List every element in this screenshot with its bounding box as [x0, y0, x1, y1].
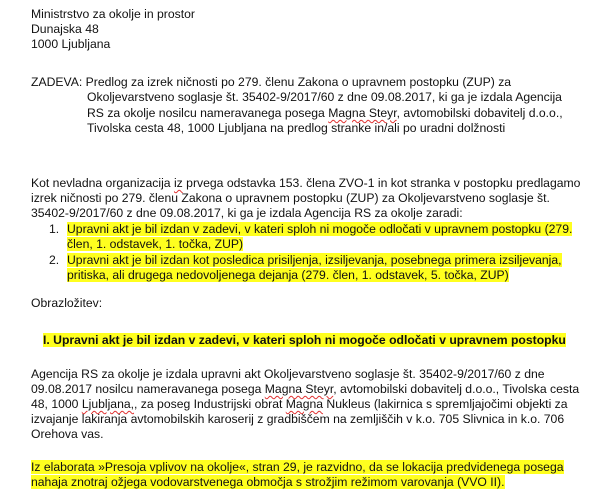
spellcheck-word: Magna Steyr [264, 382, 334, 396]
para1-line-3: 48, 1000 Ljubljana,, za poseg Industrijski obrat Magna Nukleus (lakirnica s spremljajočimi objekti za [31, 397, 568, 411]
intro-line-2: izrek ničnosti po 279. členu Zakona o upravnem postopku (ZUP) za Okoljevarstveno soglasje št. [31, 191, 550, 205]
reasoning-label: Obrazložitev: [31, 296, 103, 310]
para2-line-1: Iz elaborata »Presoja vplivov na okolje«, stran 29, je razvidno, da se lokacija predvidenega posega [31, 460, 564, 474]
subject-line-2: Okoljevarstveno soglasje št. 35402-9/2017/60 z dne 09.08.2017, ki ga je izdala Agencija [87, 90, 562, 104]
para1-line-2: 09.08.2017 nosilcu nameravanega posega Magna Steyr, avtomobilski dobavitelj d.o.o., Tivolska cesta [31, 382, 580, 396]
recipient-city: 1000 Ljubljana [31, 37, 111, 51]
spellcheck-word: Magna [285, 397, 324, 411]
spellcheck-word: iz [173, 176, 183, 190]
para1-line-1: Agencija RS za okolje je izdala upravni akt Okoljevarstveno soglasje št. 35402-9/2017/60 z dne [31, 367, 545, 381]
recipient-street: Dunajska 48 [31, 22, 99, 36]
para2-line-2: nahaja znotraj ožjega vodovarstvenega območja s strožjim režimom varovanja (VVO II). [31, 475, 505, 489]
recipient-name: Ministrstvo za okolje in prostor [31, 7, 195, 21]
subject-text: Predlog za izrek ničnosti po 279. členu Zakona o upravnem postopku (ZUP) za [85, 75, 512, 89]
spellcheck-word: Ljubljana, [81, 397, 135, 411]
intro-line-3: 35402-9/2017/60 z dne 09.08.2017, ki ga je izdala Agencija RS za okolje zaradi: [31, 206, 463, 220]
list-item-cont: člen, 1. odstavek, 1. točka, ZUP) [67, 237, 244, 251]
para1-line-5: Orehova vas. [31, 427, 104, 441]
list-item-number: 1. [49, 222, 60, 236]
intro-line-1: Kot nevladna organizacija iz prvega odstavka 153. člena ZVO-1 in kot stranka v postopku predlagamo [31, 176, 581, 190]
subject-line-4: Tivolska cesta 48, 1000 Ljubljana na predlog stranke in/ali po uradni dolžnosti [87, 121, 506, 135]
subject-label: ZADEVA: [31, 75, 83, 89]
spellcheck-word: Magna Steyr [328, 106, 397, 120]
list-item-cont: pritiska, ali drugega nedovoljenega dejanja (279. člen, 1. odstavek, 5. točka, ZUP) [67, 268, 509, 282]
subject-line-3: RS za okolje nosilcu nameravanega posega Magna Steyr, avtomobilski dobavitelj d.o.o., [87, 106, 563, 120]
list-item-number: 2. [49, 253, 60, 267]
list-item: Upravni akt je bil izdan v zadevi, v kateri sploh ni mogoče odločati v upravnem postopku (279. [67, 222, 573, 236]
para1-line-4: izvajanje lakiranja avtomobilskih karoserij z gradbiščem na zemljiščih v k.o. 705 Slivnica in k.o. 706 [31, 412, 565, 426]
section-heading: I. Upravni akt je bil izdan v zadevi, v kateri sploh ni mogoče odločati v upravnem postopku [43, 333, 566, 347]
subject-line-1 [31, 75, 511, 90]
list-item: Upravni akt je bil izdan kot posledica prisiljenja, izsiljevanja, posebnega primera izsiljevanja, [67, 253, 562, 267]
